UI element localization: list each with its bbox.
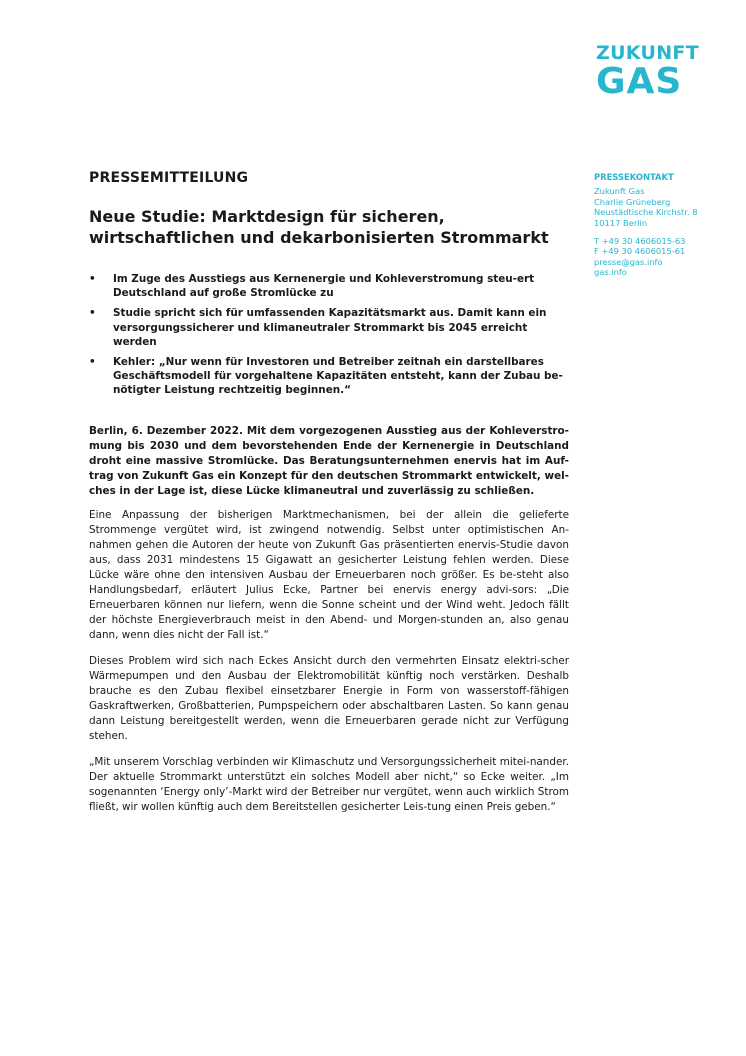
key-points-list (89, 272, 569, 398)
key-point (89, 355, 569, 398)
key-point-text: Studie spricht sich für umfassenden Kapazitätsmarkt aus. Damit kann ein versorgungssicherer und klimaneutraler Strommarkt bis 2045 erreicht werden (113, 307, 547, 348)
press-contact (594, 172, 740, 278)
bullet-icon: • (89, 273, 96, 285)
body-paragraph: „Mit unserem Vorschlag verbinden wir Klimaschutz und Versorgungssicherheit mitei-nander. Der aktuelle Strommarkt unterstützt ein solches Modell aber nicht,“ so Ecke weiter. „Im sogenannten ‘Energy only’-Markt wird der Betreiber nur vergütet, wenn auch wirklich Strom fließt, wir wollen künftig auch dem Bereitstellen gesicherter Leis-tung einen Preis geben.“ (89, 755, 569, 813)
logo-line-2: GAS (596, 61, 683, 102)
contact-address-line: Charlie Grüneberg (594, 196, 671, 207)
contact-email[interactable]: presse@gas.info (594, 256, 663, 267)
document-label: PRESSEMITTEILUNG (89, 170, 249, 186)
contact-fax: F +49 30 4606015-61 (594, 246, 686, 257)
body-paragraph: Dieses Problem wird sich nach Eckes Ansicht durch den vermehrten Einsatz elektri-scher Wärmepumpen und den Ausbau der Elektromobilität künftig noch verstärken. Deshalb brauche es den Zubau flexibel einsetzbarer Energie in Form von wasserstoff-fähigen Gaskraftwerken, Großbatterien, Pumpspeichern oder abschaltbaren Lasten. So kann genau dann Leistung bereitgestellt werden, wenn die Erneuerbaren gerade nicht zur Verfügung stehen. (89, 654, 569, 742)
contact-address-line: 10117 Berlin (594, 217, 648, 228)
contact-website[interactable]: gas.info (594, 267, 627, 278)
contact-address-line: Zukunft Gas (594, 186, 645, 197)
key-point (89, 272, 569, 300)
key-point-text: Im Zuge des Ausstiegs aus Kernenergie und Kohleverstromung steu-ert Deutschland auf große Stromlücke zu (113, 273, 535, 300)
bullet-icon: • (89, 307, 96, 320)
key-point-text: Kehler: „Nur wenn für Investoren und Betreiber zeitnah ein darstellbares Geschäftsmodell für vorgehaltene Kapazitäten entsteht, kann der Zubau be-nötigter Leistung rechtzeitig beginnen.“ (113, 356, 563, 397)
lead-paragraph: Berlin, 6. Dezember 2022. Mit dem vorgezogenen Ausstieg aus der Kohleverstro-mung bis 2030 und dem bevorstehenden Ende der Kernenergie in Deutschland droht eine massive Stromlücke. Das Beratungsunternehmen enervis hat im Auf-trag von Zukunft Gas ein Konzept für den deutschen Strommarkt entwickelt, wel-ches in der Lage ist, diese Lücke klimaneutral und zuverlässig zu schließen. (89, 424, 569, 497)
contact-spacer (594, 228, 740, 236)
zukunft-gas-logo (596, 44, 699, 100)
body-paragraph: Eine Anpassung der bisherigen Marktmechanismen, bei der allein die gelieferte Strommenge vergütet wird, ist zwingend notwendig. Selbst unter optimistischen An-nahmen gehen die Autoren der heute von Zukunft Gas präsentierten enervis-Studie davon aus, dass 2031 mindestens 15 Gigawatt an gesicherter Leistung fehlen werden. Diese Lücke wäre ohne den intensiven Ausbau der Erneuerbaren noch größer. Es be-steht also Handlungsbedarf, erläutert Julius Ecke, Partner bei enervis energy advi-sors: „Die Erneuerbaren können nur liefern, wenn die Sonne scheint und der Wind weht. Jedoch fällt der höchste Energieverbrauch meist in den Abend- und Morgen-stunden an, also genau dann, wenn dies nicht der Fall ist.“ (89, 508, 569, 641)
press-release-body (89, 170, 569, 815)
key-point (89, 306, 569, 349)
logo-line-1: ZUKUNFT (596, 42, 699, 64)
contact-address-line: Neustädtische Kirchstr. 8 (594, 207, 698, 218)
bullet-icon: • (89, 356, 96, 369)
press-contact-title: PRESSEKONTAKT (594, 172, 674, 182)
contact-phone: T +49 30 4606015-63 (594, 236, 686, 247)
page-title: Neue Studie: Marktdesign für sicheren, wirtschaftlichen und dekarbonisierten Strommarkt (89, 207, 549, 247)
